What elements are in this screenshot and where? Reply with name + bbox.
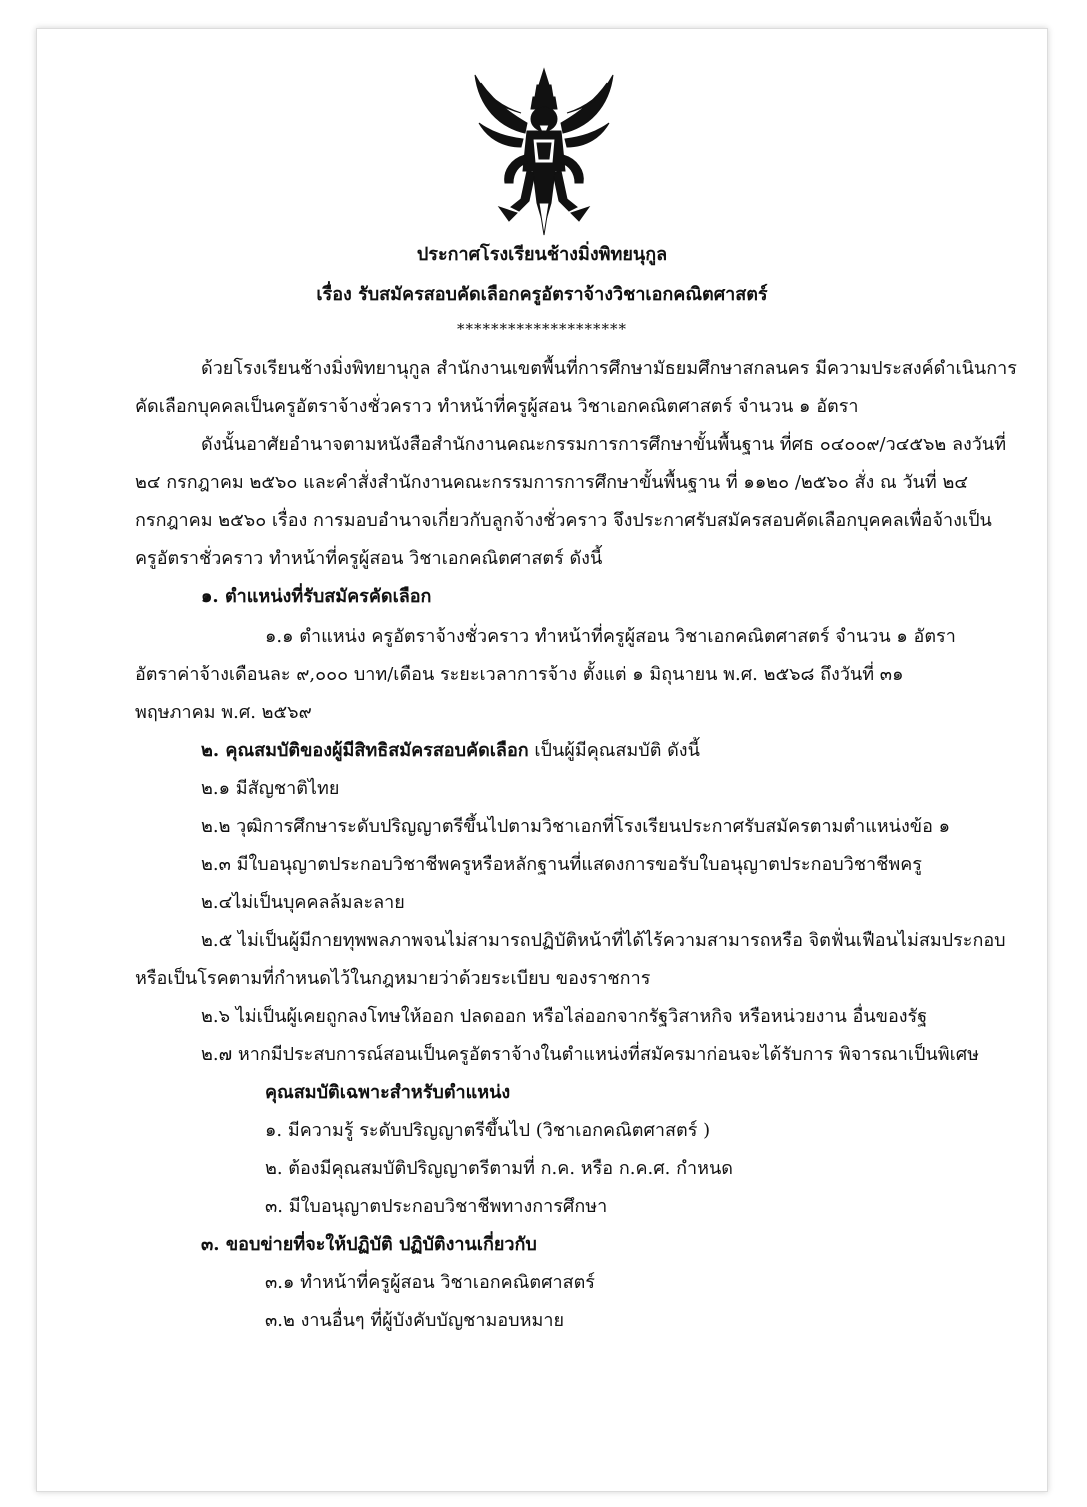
section-2-heading-bold: ๒. คุณสมบัติของผู้มีสิทธิสมัครสอบคัดเลือก	[201, 740, 529, 761]
section-3-heading: ๓. ขอบข่ายที่จะให้ปฏิบัติ ปฏิบัติงานเกี่ยวกับ	[201, 1234, 537, 1255]
separator-stars: ********************	[457, 320, 627, 338]
section-1-heading: ๑. ตำแหน่งที่รับสมัครคัดเลือก	[201, 586, 432, 607]
announcement-subject: เรื่อง รับสมัครสอบคัดเลือกครูอัตราจ้างวิชาเอกคณิตศาสตร์	[316, 284, 768, 305]
authority-paragraph-line: ครูอัตราชั่วคราว ทำหน้าที่ครูผู้สอน วิชาเอกคณิตศาสตร์ ดังนี้	[135, 548, 603, 569]
section-2-heading	[201, 739, 700, 763]
duty-item: ๓.๒ งานอื่นๆ ที่ผู้บังคับบัญชามอบหมาย	[265, 1310, 564, 1331]
specific-qualification-heading: คุณสมบัติเฉพาะสำหรับตำแหน่ง	[265, 1082, 511, 1103]
qualification-item: ๒.๔ไม่เป็นบุคคลล้มละลาย	[201, 892, 405, 913]
document-page	[36, 28, 1048, 1492]
authority-paragraph-line: กรกฎาคม ๒๕๖๐ เรื่อง การมอบอำนาจเกี่ยวกับลูกจ้างชั่วคราว จึงประกาศรับสมัครสอบคัดเลือกบุคคลเพื่อจ้างเป็น	[135, 510, 992, 531]
section-1-text: พฤษภาคม พ.ศ. ๒๕๖๙	[135, 702, 312, 723]
intro-paragraph-line: คัดเลือกบุคคลเป็นครูอัตราจ้างชั่วคราว ทำหน้าที่ครูผู้สอน วิชาเอกคณิตศาสตร์ จำนวน ๑ อัตรา	[135, 396, 859, 417]
qualification-item: ๒.๑ มีสัญชาติไทย	[201, 778, 340, 799]
section-2-heading-rest: เป็นผู้มีคุณสมบัติ ดังนี้	[528, 740, 700, 761]
garuda-emblem-icon	[469, 67, 619, 237]
section-1-text: อัตราค่าจ้างเดือนละ ๙,๐๐๐ บาท/เดือน ระยะเวลาการจ้าง ตั้งแต่ ๑ มิถุนายน พ.ศ. ๒๕๖๘ ถึงวันที่ ๓๑	[135, 664, 904, 685]
qualification-item: หรือเป็นโรคตามที่กำหนดไว้ในกฎหมายว่าด้วยระเบียบ ของราชการ	[135, 968, 651, 989]
specific-qualification-item: ๒. ต้องมีคุณสมบัติปริญญาตรีตามที่ ก.ค. หรือ ก.ค.ศ. กำหนด	[265, 1158, 733, 1179]
specific-qualification-item: ๓. มีใบอนุญาตประกอบวิชาชีพทางการศึกษา	[265, 1196, 608, 1217]
authority-paragraph-line: ดังนั้นอาศัยอำนาจตามหนังสือสำนักงานคณะกรรมการการศึกษาขั้นพื้นฐาน ที่ศธ ๐๔๐๐๙/ว๔๕๖๒ ลงวันที่	[201, 434, 1007, 455]
qualification-item: ๒.๕ ไม่เป็นผู้มีกายทุพพลภาพจนไม่สามารถปฏิบัติหน้าที่ได้ไร้ความสามารถหรือ จิตฟั่นเฟือนไม่สมประกอบ	[201, 930, 1006, 951]
duty-item: ๓.๑ ทำหน้าที่ครูผู้สอน วิชาเอกคณิตศาสตร์	[265, 1272, 595, 1293]
qualification-item: ๒.๖ ไม่เป็นผู้เคยถูกลงโทษให้ออก ปลดออก หรือไล่ออกจากรัฐวิสาหกิจ หรือหน่วยงาน อื่นของรัฐ	[201, 1006, 928, 1027]
qualification-item: ๒.๓ มีใบอนุญาตประกอบวิชาชีพครูหรือหลักฐานที่แสดงการขอรับใบอนุญาตประกอบวิชาชีพครู	[201, 854, 922, 875]
qualification-item: ๒.๒ วุฒิการศึกษาระดับปริญญาตรีขึ้นไปตามวิชาเอกที่โรงเรียนประกาศรับสมัครตามตำแหน่งข้อ ๑	[201, 816, 951, 837]
authority-paragraph-line: ๒๔ กรกฎาคม ๒๕๖๐ และคำสั่งสำนักงานคณะกรรมการการศึกษาขั้นพื้นฐาน ที่ ๑๑๒๐ /๒๕๖๐ สั่ง ณ วันที่ ๒๔	[135, 472, 968, 493]
section-1-text: ๑.๑ ตำแหน่ง ครูอัตราจ้างชั่วคราว ทำหน้าที่ครูผู้สอน วิชาเอกคณิตศาสตร์ จำนวน ๑ อัตรา	[265, 626, 956, 647]
qualification-item: ๒.๗ หากมีประสบการณ์สอนเป็นครูอัตราจ้างในตำแหน่งที่สมัครมาก่อนจะได้รับการ พิจารณาเป็นพิเศษ	[201, 1044, 980, 1065]
intro-paragraph-line: ด้วยโรงเรียนช้างมิ่งพิทยานุกูล สำนักงานเขตพื้นที่การศึกษามัธยมศึกษาสกลนคร มีความประสงค์ดำเนินการ	[201, 358, 1017, 379]
specific-qualification-item: ๑. มีความรู้ ระดับปริญญาตรีขึ้นไป (วิชาเอกคณิตศาสตร์ )	[265, 1120, 711, 1141]
announcement-title: ประกาศโรงเรียนช้างมิ่งพิทยนุกูล	[416, 244, 668, 265]
